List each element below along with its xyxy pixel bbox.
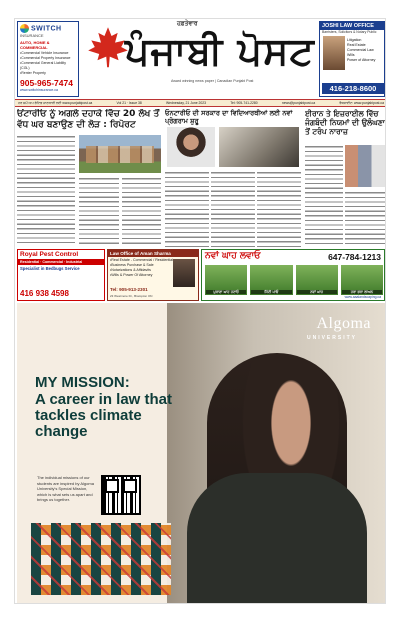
grass-ad-phone: 647-784-1213 (328, 252, 381, 262)
students-photo (219, 127, 299, 167)
decorative-pattern (31, 523, 171, 595)
aman-sharma-law-ad[interactable]: Law Office of Aman Sharma •Real Estate - Commercial / Residential •Business Purchase & Sale •Notarizations & Affidavits •Wills & Power Of Attorney Tel: 905-913-2301 23 Westmore Dr., Brampton ON (107, 249, 199, 301)
royal-phone: 416 938 4598 (20, 289, 69, 298)
issue-date: Wednesday, 21 June 2023 (166, 101, 207, 105)
switch-insurance-ad[interactable]: SWITCH INSURANCE AUTO, HOME & COMMERCIAL •Commercial Vehicle Insurance •Commercial Property Insurance •Commercial General Liability (CGL) •Renter Property 905-965-7474 www.switchinsurance.ca (17, 21, 79, 97)
grass-tile: ਨਵਾਂ ਘਾਹ (296, 265, 338, 295)
aman-address: 23 Westmore Dr., Brampton ON (110, 294, 153, 298)
info-strip: ਹਰ ਸਮੇਂ ਅਪ ਡੇਟਿਡ ਜਾਣਕਾਰੀ ਲਈ www.punjabipost.ca Vol 21 · Issue 38 Wednesday, 21 June 2023 Tel: 905-741-2280 news@punjabipost.ca ਵੈਬਸਾਈਟ: www.punjabipost.ca (15, 99, 386, 107)
mid-story[interactable] (165, 109, 301, 247)
mid-body-text-2 (211, 171, 255, 247)
right-body-text (305, 145, 343, 247)
algoma-brand-sub: UNIVERSITY (306, 335, 357, 341)
lead-headline[interactable]: ਓਂਟਾਰੀਓ ਨੂੰ ਅਗਲੇ ਦਹਾਕੇ ਵਿੱਚ 20 ਲੱਖ ਤੋਂ ਵੱਧ ਘਰ ਬਣਾਉਣ ਦੀ ਲੋੜ : ਰਿਪੋਰਟ (17, 109, 160, 130)
volume-issue: Vol 21 · Issue 38 (116, 101, 142, 105)
student-photo (207, 353, 347, 603)
aman-services: •Real Estate - Commercial / Residential •Business Purchase & Sale •Notarizations & Affidavits •Wills & Power Of Attorney (110, 258, 173, 277)
news-section (15, 109, 386, 247)
qr-code-icon[interactable] (101, 475, 141, 515)
grass-tile: ਮਿੱਟੀ ਪਾਓ (250, 265, 292, 295)
contact-email: news@punjabipost.ca (281, 101, 316, 105)
mid-body-text (165, 171, 209, 247)
mid-headline[interactable]: ਓਨਟਾਰੀਓ ਦੀ ਸਰਕਾਰ ਦਾ ਵਿਦਿਆਰਥੀਆਂ ਲਈ ਨਵਾਂ ਪ੍ਰੋਗਰਾਮ ਸ਼ੁਰੂ (165, 109, 293, 125)
algoma-university-ad[interactable] (17, 303, 385, 603)
lead-story[interactable] (17, 109, 161, 247)
right-body-text-2 (345, 191, 385, 247)
grass-tile: ਹਰਾ ਭਰਾ ਲਾਅਨ (341, 265, 383, 295)
switch-web: www.switchinsurance.ca (20, 88, 58, 92)
algoma-headline: MY MISSION: A career in law that tackles climate change (35, 374, 172, 440)
paper-motto: Award winning news paper | Canadian Punjabi Post (171, 79, 254, 83)
switch-logo-icon (20, 24, 29, 33)
paper-title-block (81, 19, 317, 99)
lead-body-text-2 (79, 177, 119, 245)
joshi-law-ad[interactable]: JOSHI LAW OFFICE Barristers, Solicitors & Notary Public Litigation Real Estate Commercial Law Wills Power of Attorney 416-218-8600 (319, 21, 385, 97)
paper-name: ਪੰਜਾਬੀ ਪੋਸਟ (125, 29, 315, 73)
mid-body-text-3 (257, 171, 301, 247)
royal-pest-control-ad[interactable]: Royal Pest Control Residential · Commercial · Industrial Specialist in Bedbugs Service 416 938 4598 (17, 249, 105, 301)
grass-ad-tiles (205, 265, 383, 295)
masthead (15, 19, 386, 99)
joshi-phone: 416-218-8600 (322, 83, 384, 94)
joshi-services: Litigation Real Estate Commercial Law Wills Power of Attorney (347, 38, 376, 62)
switch-services: •Commercial Vehicle Insurance •Commercial Property Insurance •Commercial General Liability (CGL) •Renter Property (20, 51, 71, 75)
lead-body-text (17, 135, 75, 245)
algoma-brand: Algoma (316, 315, 371, 332)
newspaper-page (14, 18, 386, 604)
right-headline[interactable]: ਈਰਾਨ ਤੇ ਇਜ਼ਰਾਈਲ ਵਿੱਚ ਜੰਗਬੰਦੀ ਨਿਯਮਾਂ ਦੀ ਉਲੰਘਣਾ ਤੋਂ ਟਰੰਪ ਨਾਰਾਜ਼ (305, 109, 385, 136)
grass-ad-title: ਨਵਾਂ ਘਾਹ ਲਵਾਓ (205, 251, 261, 261)
landscaping-ad[interactable] (201, 249, 385, 301)
lawyer-photo (323, 36, 345, 70)
grass-tile: ਪੁਰਾਣਾ ਘਾਹ ਹਟਾਓ (205, 265, 247, 295)
aman-phone: Tel: 905-913-2301 (110, 287, 148, 292)
lead-body-text-3 (122, 177, 161, 245)
housing-photo (79, 135, 161, 173)
switch-phone: 905-965-7474 (20, 78, 73, 88)
leaders-photo (345, 145, 385, 187)
contact-tel: Tel: 905-741-2280 (230, 101, 258, 105)
ad-row (15, 249, 386, 301)
right-story[interactable] (305, 109, 385, 247)
weekly-label: ਹਫ਼ਤੇਵਾਰ (177, 21, 198, 27)
grass-ad-web: www.aaalandscaping.ca (344, 295, 381, 299)
minister-photo (167, 127, 215, 167)
aman-photo (173, 259, 195, 287)
algoma-body-text: The individual missions of our students are inspired by Algoma University's Special Mission, which is what sets us apart and brings us together. (37, 475, 94, 502)
